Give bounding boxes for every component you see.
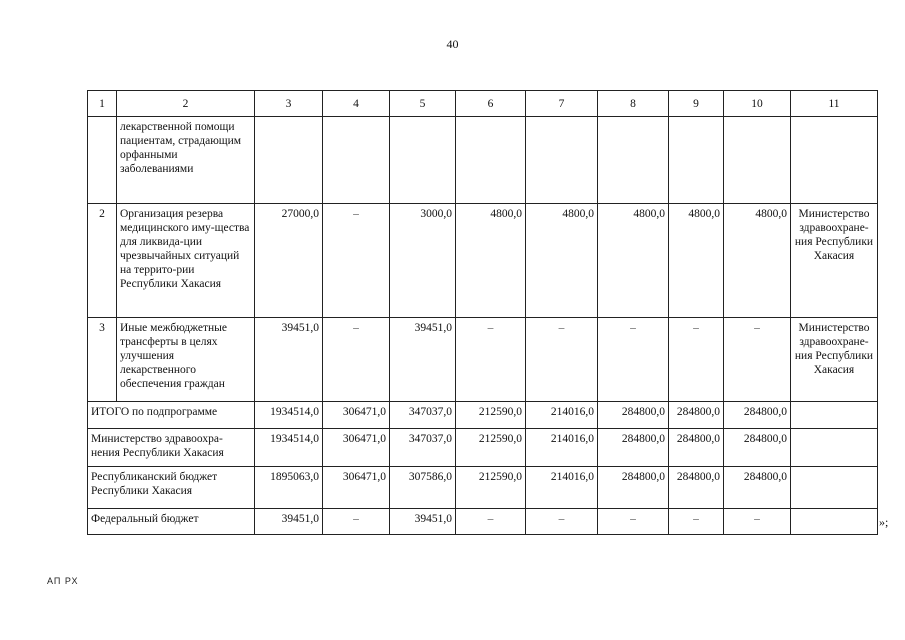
value-cell: – (323, 509, 390, 535)
value-cell: – (456, 318, 526, 402)
executor-cell: Министерство здравоохране-ния Республики Хакасия (791, 318, 878, 402)
value-cell: 284800,0 (598, 402, 669, 429)
value-cell: 4800,0 (456, 204, 526, 318)
column-number: 2 (117, 91, 255, 117)
total-label: Министерство здравоохра-нения Республики Хакасия (88, 429, 255, 467)
table-row (88, 318, 878, 402)
value-cell: – (669, 509, 724, 535)
table-row (88, 204, 878, 318)
value-cell: – (526, 318, 598, 402)
value-cell: 4800,0 (526, 204, 598, 318)
total-row (88, 429, 878, 467)
value-cell: 214016,0 (526, 429, 598, 467)
column-number: 3 (255, 91, 323, 117)
column-number: 9 (669, 91, 724, 117)
column-number: 5 (390, 91, 456, 117)
column-number: 6 (456, 91, 526, 117)
value-cell: – (724, 318, 791, 402)
value-cell: – (724, 509, 791, 535)
value-cell: – (598, 318, 669, 402)
value-cell (456, 117, 526, 204)
value-cell (323, 117, 390, 204)
total-row (88, 402, 878, 429)
column-number: 1 (88, 91, 117, 117)
value-cell: 347037,0 (390, 402, 456, 429)
value-cell: 284800,0 (724, 429, 791, 467)
executor-cell (791, 402, 878, 429)
value-cell: 284800,0 (669, 429, 724, 467)
value-cell: 284800,0 (724, 402, 791, 429)
value-cell: 212590,0 (456, 402, 526, 429)
value-cell: 1934514,0 (255, 429, 323, 467)
column-number-row (88, 91, 878, 117)
value-cell: 214016,0 (526, 402, 598, 429)
value-cell: 306471,0 (323, 429, 390, 467)
value-cell (724, 117, 791, 204)
total-row (88, 509, 878, 535)
row-number (88, 117, 117, 204)
executor-cell: Министерство здравоохране-ния Республики Хакасия (791, 204, 878, 318)
value-cell: 306471,0 (323, 402, 390, 429)
executor-cell (791, 429, 878, 467)
value-cell (390, 117, 456, 204)
total-label: Федеральный бюджет (88, 509, 255, 535)
value-cell: 214016,0 (526, 467, 598, 509)
value-cell: 4800,0 (724, 204, 791, 318)
total-label: Республиканский бюджет Республики Хакасия (88, 467, 255, 509)
table-row (88, 117, 878, 204)
column-number: 7 (526, 91, 598, 117)
measure-name: Организация резерва медицинского иму-щества для ликвида-ции чрезвычайных ситуаций на террито-рии Республики Хакасия (117, 204, 255, 318)
row-number: 3 (88, 318, 117, 402)
closing-quote-mark: »; (879, 515, 889, 529)
value-cell (255, 117, 323, 204)
value-cell: – (526, 509, 598, 535)
value-cell: 3000,0 (390, 204, 456, 318)
executor-cell (791, 467, 878, 509)
value-cell: 306471,0 (323, 467, 390, 509)
total-label: ИТОГО по подпрограмме (88, 402, 255, 429)
value-cell: 4800,0 (669, 204, 724, 318)
value-cell: – (598, 509, 669, 535)
value-cell: – (669, 318, 724, 402)
value-cell: 284800,0 (724, 467, 791, 509)
value-cell: 284800,0 (669, 402, 724, 429)
measure-name: лекарственной помощи пациентам, страдающим орфанными заболеваниями (117, 117, 255, 204)
value-cell (669, 117, 724, 204)
budget-table (87, 90, 878, 535)
value-cell: 284800,0 (598, 467, 669, 509)
value-cell: 39451,0 (390, 509, 456, 535)
page-number: 40 (446, 37, 459, 51)
row-number: 2 (88, 204, 117, 318)
value-cell (598, 117, 669, 204)
value-cell: 212590,0 (456, 429, 526, 467)
column-number: 8 (598, 91, 669, 117)
value-cell: 4800,0 (598, 204, 669, 318)
value-cell (526, 117, 598, 204)
column-number: 11 (791, 91, 878, 117)
value-cell: 284800,0 (598, 429, 669, 467)
value-cell: 307586,0 (390, 467, 456, 509)
total-row (88, 467, 878, 509)
executor-cell (791, 509, 878, 535)
column-number: 10 (724, 91, 791, 117)
value-cell: 39451,0 (255, 509, 323, 535)
value-cell: 39451,0 (255, 318, 323, 402)
value-cell: – (323, 318, 390, 402)
value-cell: 39451,0 (390, 318, 456, 402)
value-cell: – (323, 204, 390, 318)
measure-name: Иные межбюджетные трансферты в целях улучшения лекарственного обеспечения граждан (117, 318, 255, 402)
value-cell: 1934514,0 (255, 402, 323, 429)
value-cell: 27000,0 (255, 204, 323, 318)
value-cell: 212590,0 (456, 467, 526, 509)
value-cell: 347037,0 (390, 429, 456, 467)
column-number: 4 (323, 91, 390, 117)
value-cell: 1895063,0 (255, 467, 323, 509)
value-cell: – (456, 509, 526, 535)
footer-code: АП РХ (47, 576, 79, 586)
value-cell: 284800,0 (669, 467, 724, 509)
executor-cell (791, 117, 878, 204)
